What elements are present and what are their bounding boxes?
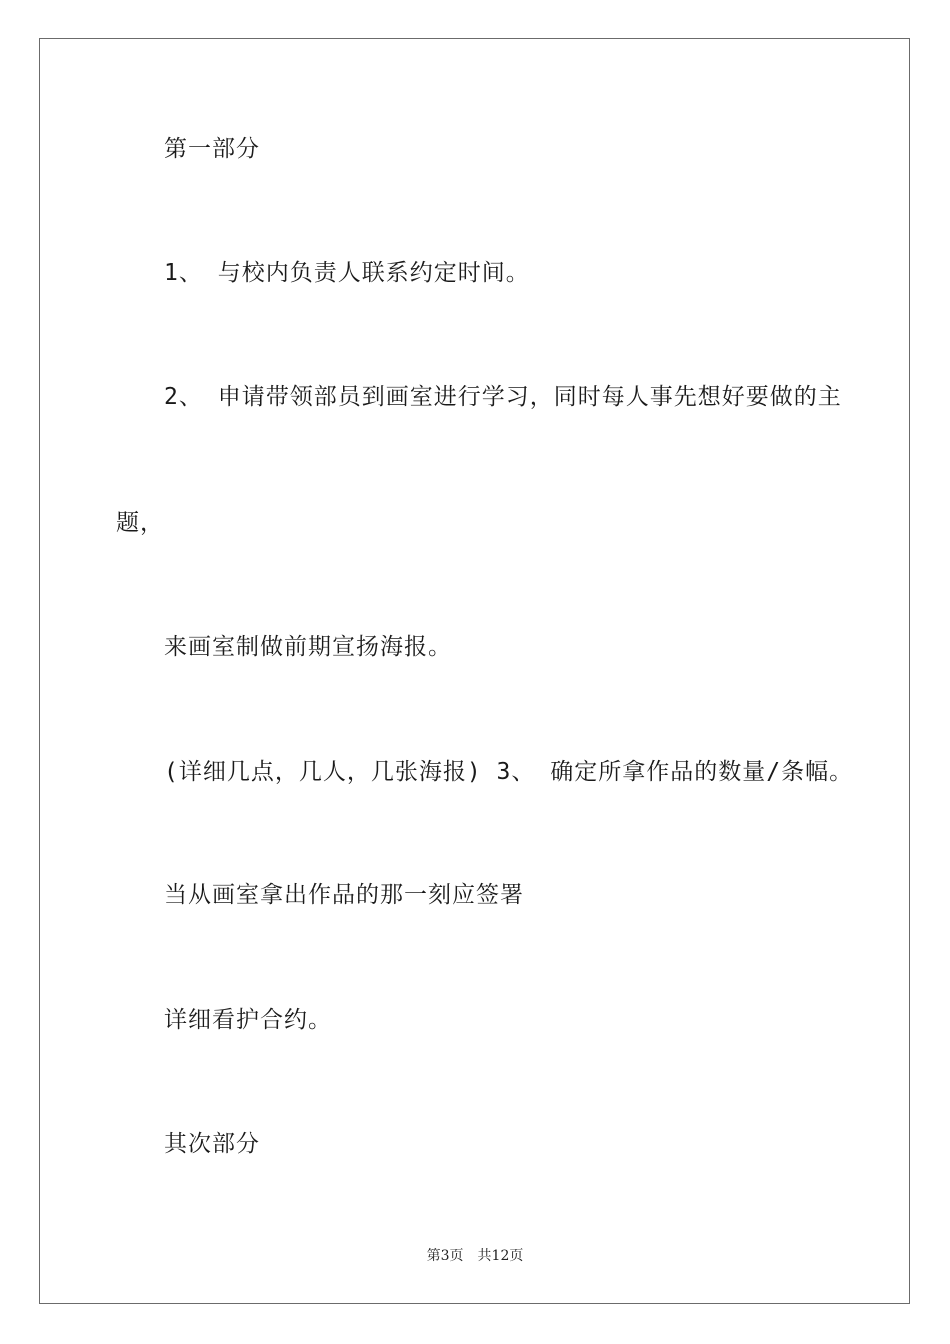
paragraph-line: (详细几点，几人，几张海报) 3、 确定所拿作品的数量/条幅。 bbox=[164, 759, 854, 785]
page-total: 共12页 bbox=[477, 1248, 524, 1264]
list-item-1: 1、 与校内负责人联系约定时间。 bbox=[164, 260, 530, 286]
section-heading-1: 第一部分 bbox=[164, 136, 260, 162]
page-number: 第3页 bbox=[426, 1248, 464, 1264]
page-footer bbox=[0, 1246, 950, 1266]
paragraph-line: 详细看护合约。 bbox=[164, 1007, 332, 1033]
paragraph-line: 来画室制做前期宣扬海报。 bbox=[164, 634, 452, 660]
list-item-2-continuation: 题， bbox=[116, 510, 164, 536]
list-item-2: 2、 申请带领部员到画室进行学习，同时每人事先想好要做的主 bbox=[164, 384, 842, 410]
paragraph-line: 当从画室拿出作品的那一刻应签署 bbox=[164, 882, 524, 908]
page-frame bbox=[39, 38, 910, 1304]
section-heading-2: 其次部分 bbox=[164, 1131, 260, 1157]
